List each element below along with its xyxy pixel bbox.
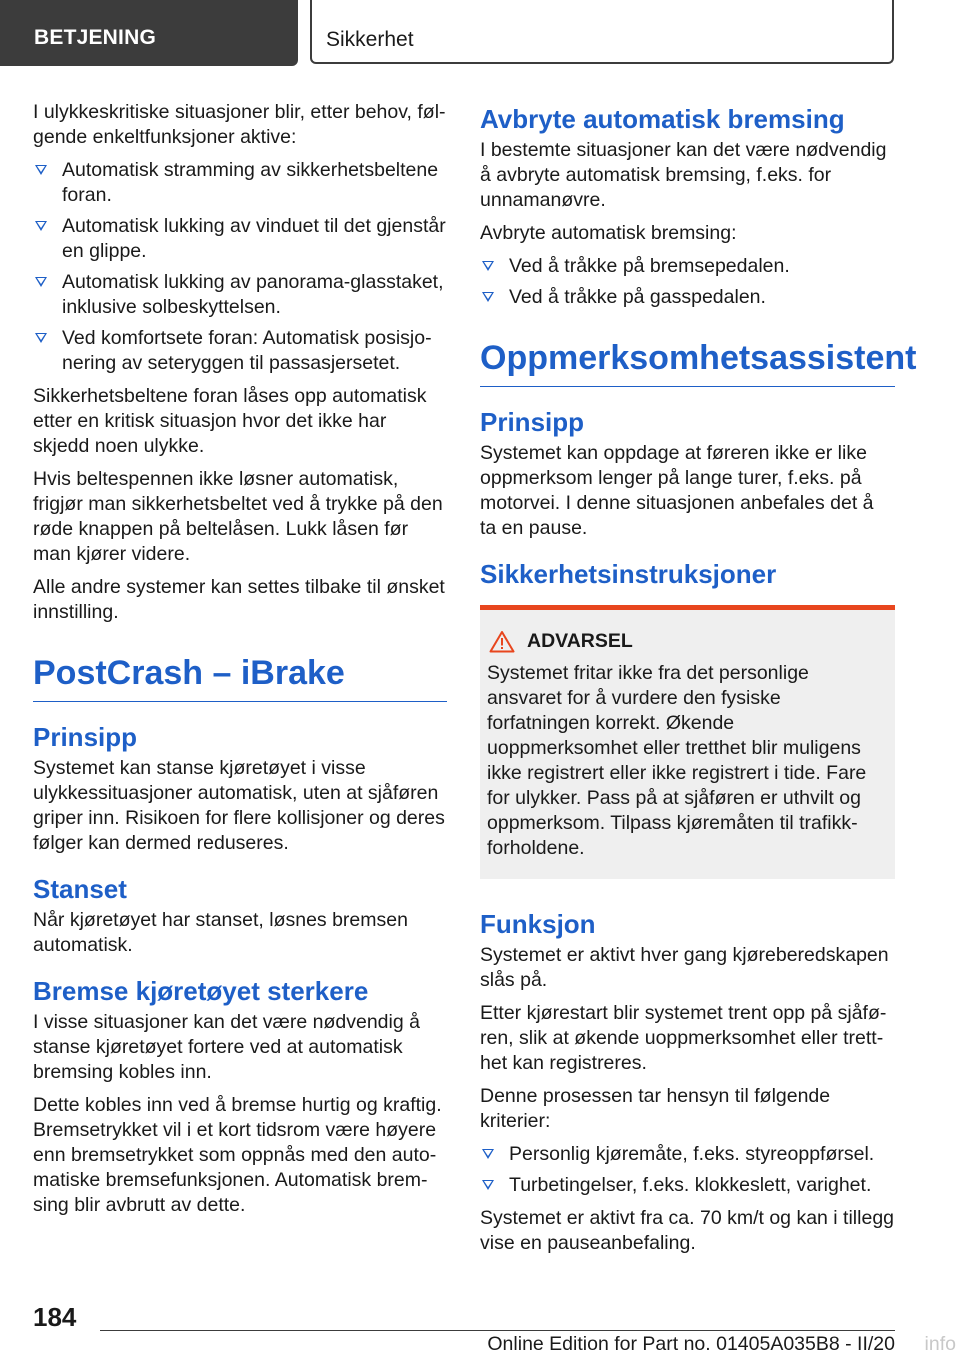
paragraph: Alle andre systemer kan settes tilbake til ønsket innstilling. xyxy=(33,576,445,623)
right-column xyxy=(480,100,917,1264)
subheading: Prinsipp xyxy=(33,722,138,752)
subheading: Funksjon xyxy=(480,909,596,939)
section-title: BETJENING xyxy=(34,26,156,49)
warning-triangle-icon xyxy=(489,630,515,653)
paragraph: Når kjøretøyet har stanset, løsnes bremsen automatisk. xyxy=(33,909,408,956)
paragraph: Systemet kan stanse kjøretøyet i visse ulykkessituasjoner automatisk, uten at sjåføren griper inn. Risikoen for flere kollisjoner og deres følger kan dermed reduseres. xyxy=(33,757,445,854)
section-heading: PostCrash – iBrake xyxy=(33,653,447,702)
paragraph: Denne prosessen tar hensyn til følgende kriterier: xyxy=(480,1085,831,1132)
paragraph: Systemet kan oppdage at føreren ikke er like oppmerksom lenger på lange turer, f.eks. på motorvei. I denne situasjonen anbefales det å ta en pause. xyxy=(480,442,874,539)
warning-box xyxy=(480,605,895,879)
bullet-triangle-icon xyxy=(35,333,47,343)
paragraph: I bestemte situasjoner kan det være nødvendig å avbryte automatisk bremsing, f.eks. for unnamanøvre. xyxy=(480,139,887,211)
left-column xyxy=(33,100,447,1226)
list-item: Automatisk lukking av panorama-glasstaket, inklusive solbeskyttelsen. xyxy=(33,270,447,320)
paragraph: Hvis beltespennen ikke løsner automatisk, frigjør man sikkerhetsbeltet ved å trykke på den røde knappen på beltelåsen. Lukk låsen før man kjører videre. xyxy=(33,468,443,565)
paragraph: Sikkerhetsbeltene foran låses opp automatisk etter en kritisk situasjon hvor det ikke har skjedd noen ulykke. xyxy=(33,385,427,457)
abort-bullet-list xyxy=(480,254,895,310)
subheading: Sikkerhetsinstruksjoner xyxy=(480,559,777,589)
page-number: 184 xyxy=(33,1302,77,1332)
list-item: Automatisk stramming av sikkerhetsbeltene foran. xyxy=(33,158,447,208)
list-item: Turbetingelser, f.eks. klokkeslett, varighet. xyxy=(480,1173,895,1198)
bullet-triangle-icon xyxy=(482,1180,494,1190)
footer-divider xyxy=(100,1330,895,1331)
subheading: Prinsipp xyxy=(480,407,585,437)
list-item: Ved komfortsete foran: Automatisk posisjonering av seteryggen til passasjersetet. xyxy=(33,326,447,376)
paragraph: Avbryte automatisk bremsing: xyxy=(480,222,737,244)
list-item: Personlig kjøremåte, f.eks. styreoppførsel. xyxy=(480,1142,895,1167)
bullet-triangle-icon xyxy=(482,292,494,302)
bullet-triangle-icon xyxy=(35,277,47,287)
subheading: Stanset xyxy=(33,874,127,904)
chapter-title: Sikkerhet xyxy=(326,28,414,51)
subheading: Bremse kjøretøyet sterkere xyxy=(33,976,369,1006)
bullet-triangle-icon xyxy=(482,1149,494,1159)
paragraph: Systemet er aktivt fra ca. 70 km/t og kan i tillegg vise en pauseanbefaling. xyxy=(480,1207,895,1254)
bullet-triangle-icon xyxy=(35,221,47,231)
warning-label: ADVARSEL xyxy=(527,630,633,652)
intro-paragraph: I ulykkeskritiske situasjoner blir, etter behov, følgende enkeltfunksjoner aktive: xyxy=(33,101,446,148)
paragraph: Etter kjørestart blir systemet trent opp på sjåføren, slik at økende uoppmerksomhet eller tretthet kan registreres. xyxy=(480,1002,887,1074)
paragraph: Dette kobles inn ved å bremse hurtig og kraftig. Bremsetrykket vil i et kort tidsrom være høyere enn bremsetrykket som oppnås med den automatiske bremsefunksjonen. Automatisk bremsing blir avbrutt av dette. xyxy=(33,1094,442,1216)
subheading: Avbryte automatisk bremsing xyxy=(480,104,845,134)
chapter-tab xyxy=(310,0,894,64)
watermark: info xyxy=(924,1333,956,1355)
list-item: Automatisk lukking av vinduet til det gjenstår en glippe. xyxy=(33,214,447,264)
warning-header xyxy=(487,630,887,653)
bullet-triangle-icon xyxy=(482,261,494,271)
warning-text: Systemet fritar ikke fra det personlige ansvaret for å vurdere den fysiske forfatningen korrekt. Økende uoppmerksomhet eller tretthet blir muligens ikke registrert eller ikke registrert i tide. Fare for ulykker. Pass på at sjåføren er uthvilt og oppmerksom. Tilpass kjøremåten til trafikkforholdene. xyxy=(487,662,867,859)
function-bullet-list xyxy=(480,1142,895,1198)
list-item: Ved å tråkke på bremsepedalen. xyxy=(480,254,895,279)
section-heading: Oppmerksomhetsassistent xyxy=(480,338,895,387)
paragraph: I visse situasjoner kan det være nødvendig å stanse kjøretøyet fortere ved at automatisk bremsing kobles inn. xyxy=(33,1011,420,1083)
edition-note: Online Edition for Part no. 01405A035B8 - II/20 xyxy=(487,1333,895,1355)
paragraph: Systemet er aktivt hver gang kjøreberedskapen slås på. xyxy=(480,944,889,991)
intro-bullet-list xyxy=(33,158,447,376)
bullet-triangle-icon xyxy=(35,165,47,175)
section-tab xyxy=(0,0,298,66)
list-item: Ved å tråkke på gasspedalen. xyxy=(480,285,895,310)
